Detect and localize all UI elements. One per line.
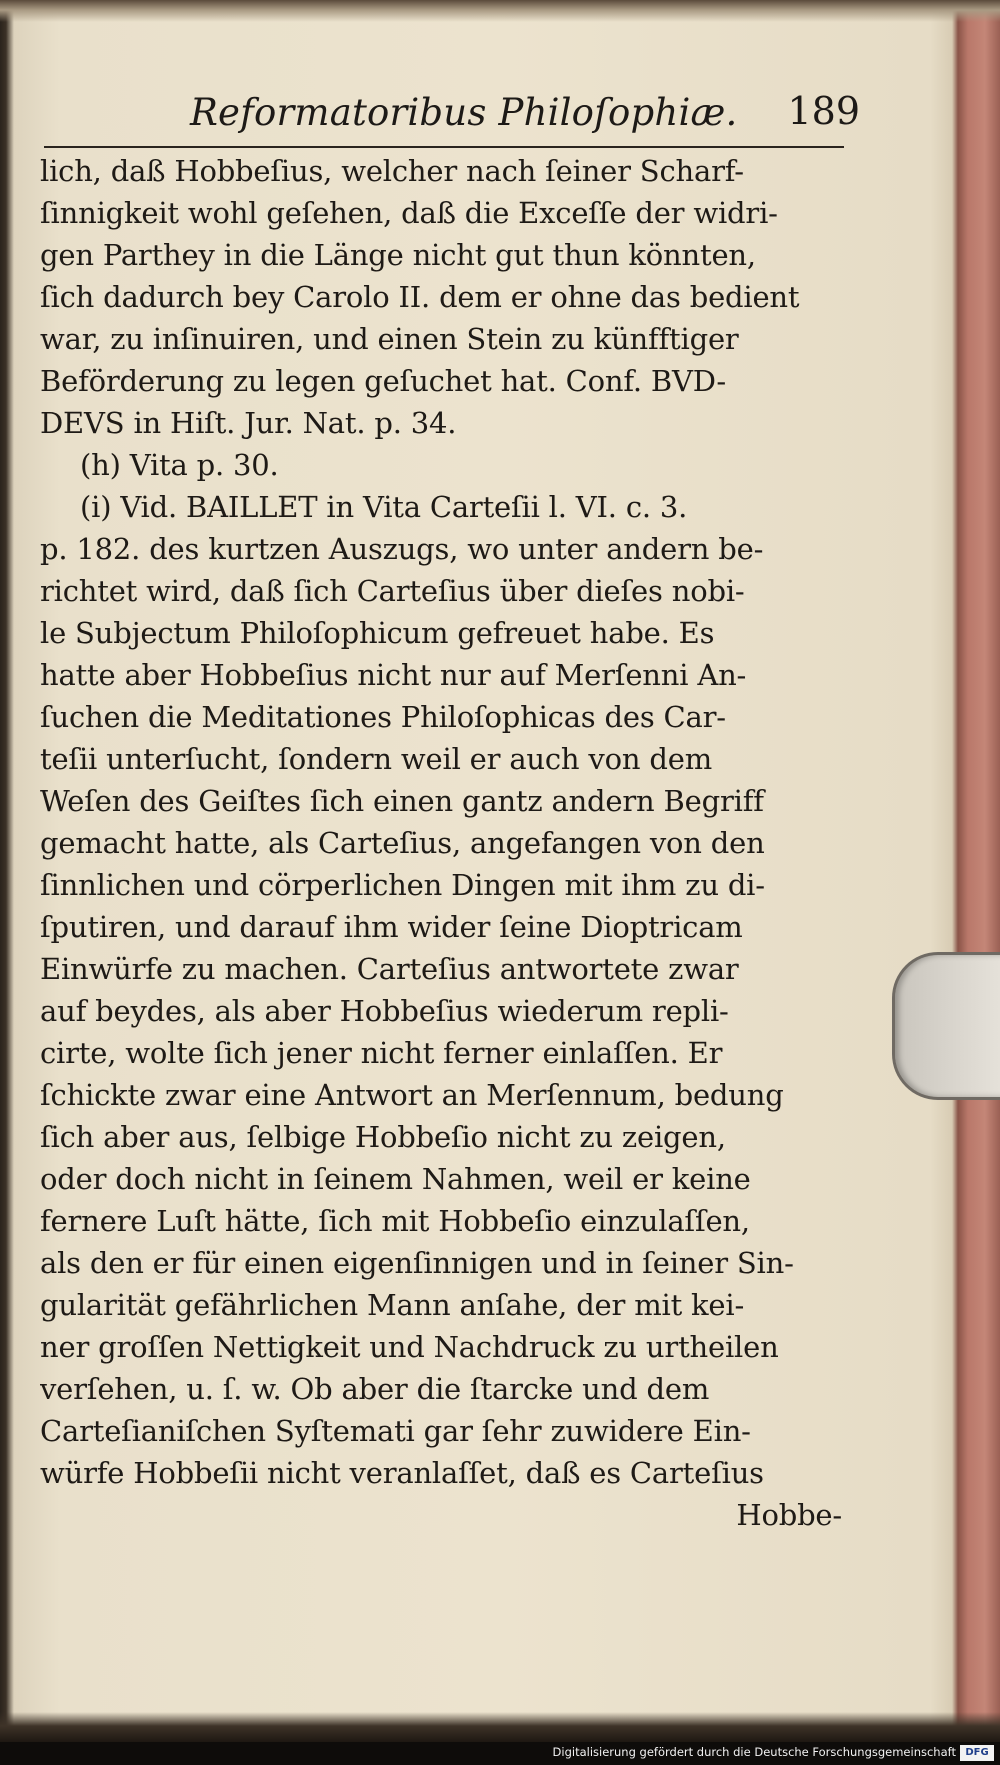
text-line: gularität gefährlichen Mann anſahe, der mit kei-: [40, 1288, 745, 1322]
text-line: gemacht hatte, als Carteſius, angefangen von den: [40, 826, 765, 860]
text-line: Beförderung zu legen geſuchet hat. Conf. BVD-: [40, 364, 726, 398]
text-line: gen Parthey in die Länge nicht gut thun könnten,: [40, 238, 756, 272]
text-line: ſich aber aus, ſelbige Hobbeſio nicht zu zeigen,: [40, 1120, 726, 1154]
footnote-h: (h) Vita p. 30.: [80, 448, 279, 482]
text-line: hatte aber Hobbeſius nicht nur auf Merſenni An-: [40, 658, 747, 692]
text-line: Carteſianiſchen Syſtemati gar ſehr zuwidere Ein-: [40, 1414, 751, 1448]
text-line: ner groſſen Nettigkeit und Nachdruck zu urtheilen: [40, 1330, 779, 1364]
text-line: Weſen des Geiſtes ſich einen gantz andern Begriff: [40, 784, 764, 818]
header-rule: [44, 146, 844, 148]
text-line: auf beydes, als aber Hobbeſius wiederum repli-: [40, 994, 729, 1028]
running-head-title: Reformatoribus Philoſophiæ.: [190, 91, 738, 134]
body-text: [40, 150, 850, 1536]
text-line: oder doch nicht in ſeinem Nahmen, weil er keine: [40, 1162, 751, 1196]
footnote-i: (i) Vid. BAILLET in Vita Carteſii l. VI. c. 3.: [80, 490, 688, 524]
catchword: Hobbe-: [736, 1498, 842, 1532]
text-line: fernere Luſt hätte, ſich mit Hobbeſio einzulaſſen,: [40, 1204, 750, 1238]
text-line: p. 182. des kurtzen Auszugs, wo unter andern be-: [40, 532, 764, 566]
text-line: teſii unterſucht, ſondern weil er auch von dem: [40, 742, 712, 776]
text-line: war, zu inſinuiren, und einen Stein zu künfftiger: [40, 322, 739, 356]
text-line: als den er für einen eigenſinnigen und in ſeiner Sin-: [40, 1246, 794, 1280]
running-head: [40, 85, 860, 145]
text-line: ſputiren, und darauf ihm wider ſeine Dioptricam: [40, 910, 743, 944]
text-line: ſich dadurch bey Carolo II. dem er ohne das bedient: [40, 280, 800, 314]
page-number: 189: [787, 89, 860, 133]
text-line: le Subjectum Philoſophicum gefreuet habe. Es: [40, 616, 715, 650]
text-line: Einwürfe zu machen. Carteſius antwortete zwar: [40, 952, 739, 986]
text-line: cirte, wolte ſich jener nicht ferner einlaſſen. Er: [40, 1036, 723, 1070]
text-line: richtet wird, daß ſich Carteſius über dieſes nobi-: [40, 574, 745, 608]
dfg-logo: DFG: [960, 1745, 994, 1761]
text-line: DEVS in Hiſt. Jur. Nat. p. 34.: [40, 406, 457, 440]
text-line: lich, daß Hobbeſius, welcher nach ſeiner Scharf-: [40, 154, 744, 188]
text-line: ſchickte zwar eine Antwort an Merſennum, bedung: [40, 1078, 784, 1112]
page-bottom-shadow: [0, 1712, 1000, 1742]
text-line: ſinnlichen und cörperlichen Dingen mit ihm zu di-: [40, 868, 765, 902]
text-line: verſehen, u. ſ. w. Ob aber die ſtarcke und dem: [40, 1372, 710, 1406]
text-line: würfe Hobbeſii nicht veranlaſſet, daß es Carteſius: [40, 1456, 764, 1490]
funding-credit: Digitalisierung gefördert durch die Deutsche Forschungsgemeinschaft: [552, 1745, 956, 1759]
text-line: ſuchen die Meditationes Philoſophicas des Car-: [40, 700, 726, 734]
footer-bar: [0, 1742, 1000, 1765]
text-line: ſinnigkeit wohl geſehen, daß die Exceſſe der widri-: [40, 196, 778, 230]
page-clip-tab: [892, 952, 1000, 1100]
